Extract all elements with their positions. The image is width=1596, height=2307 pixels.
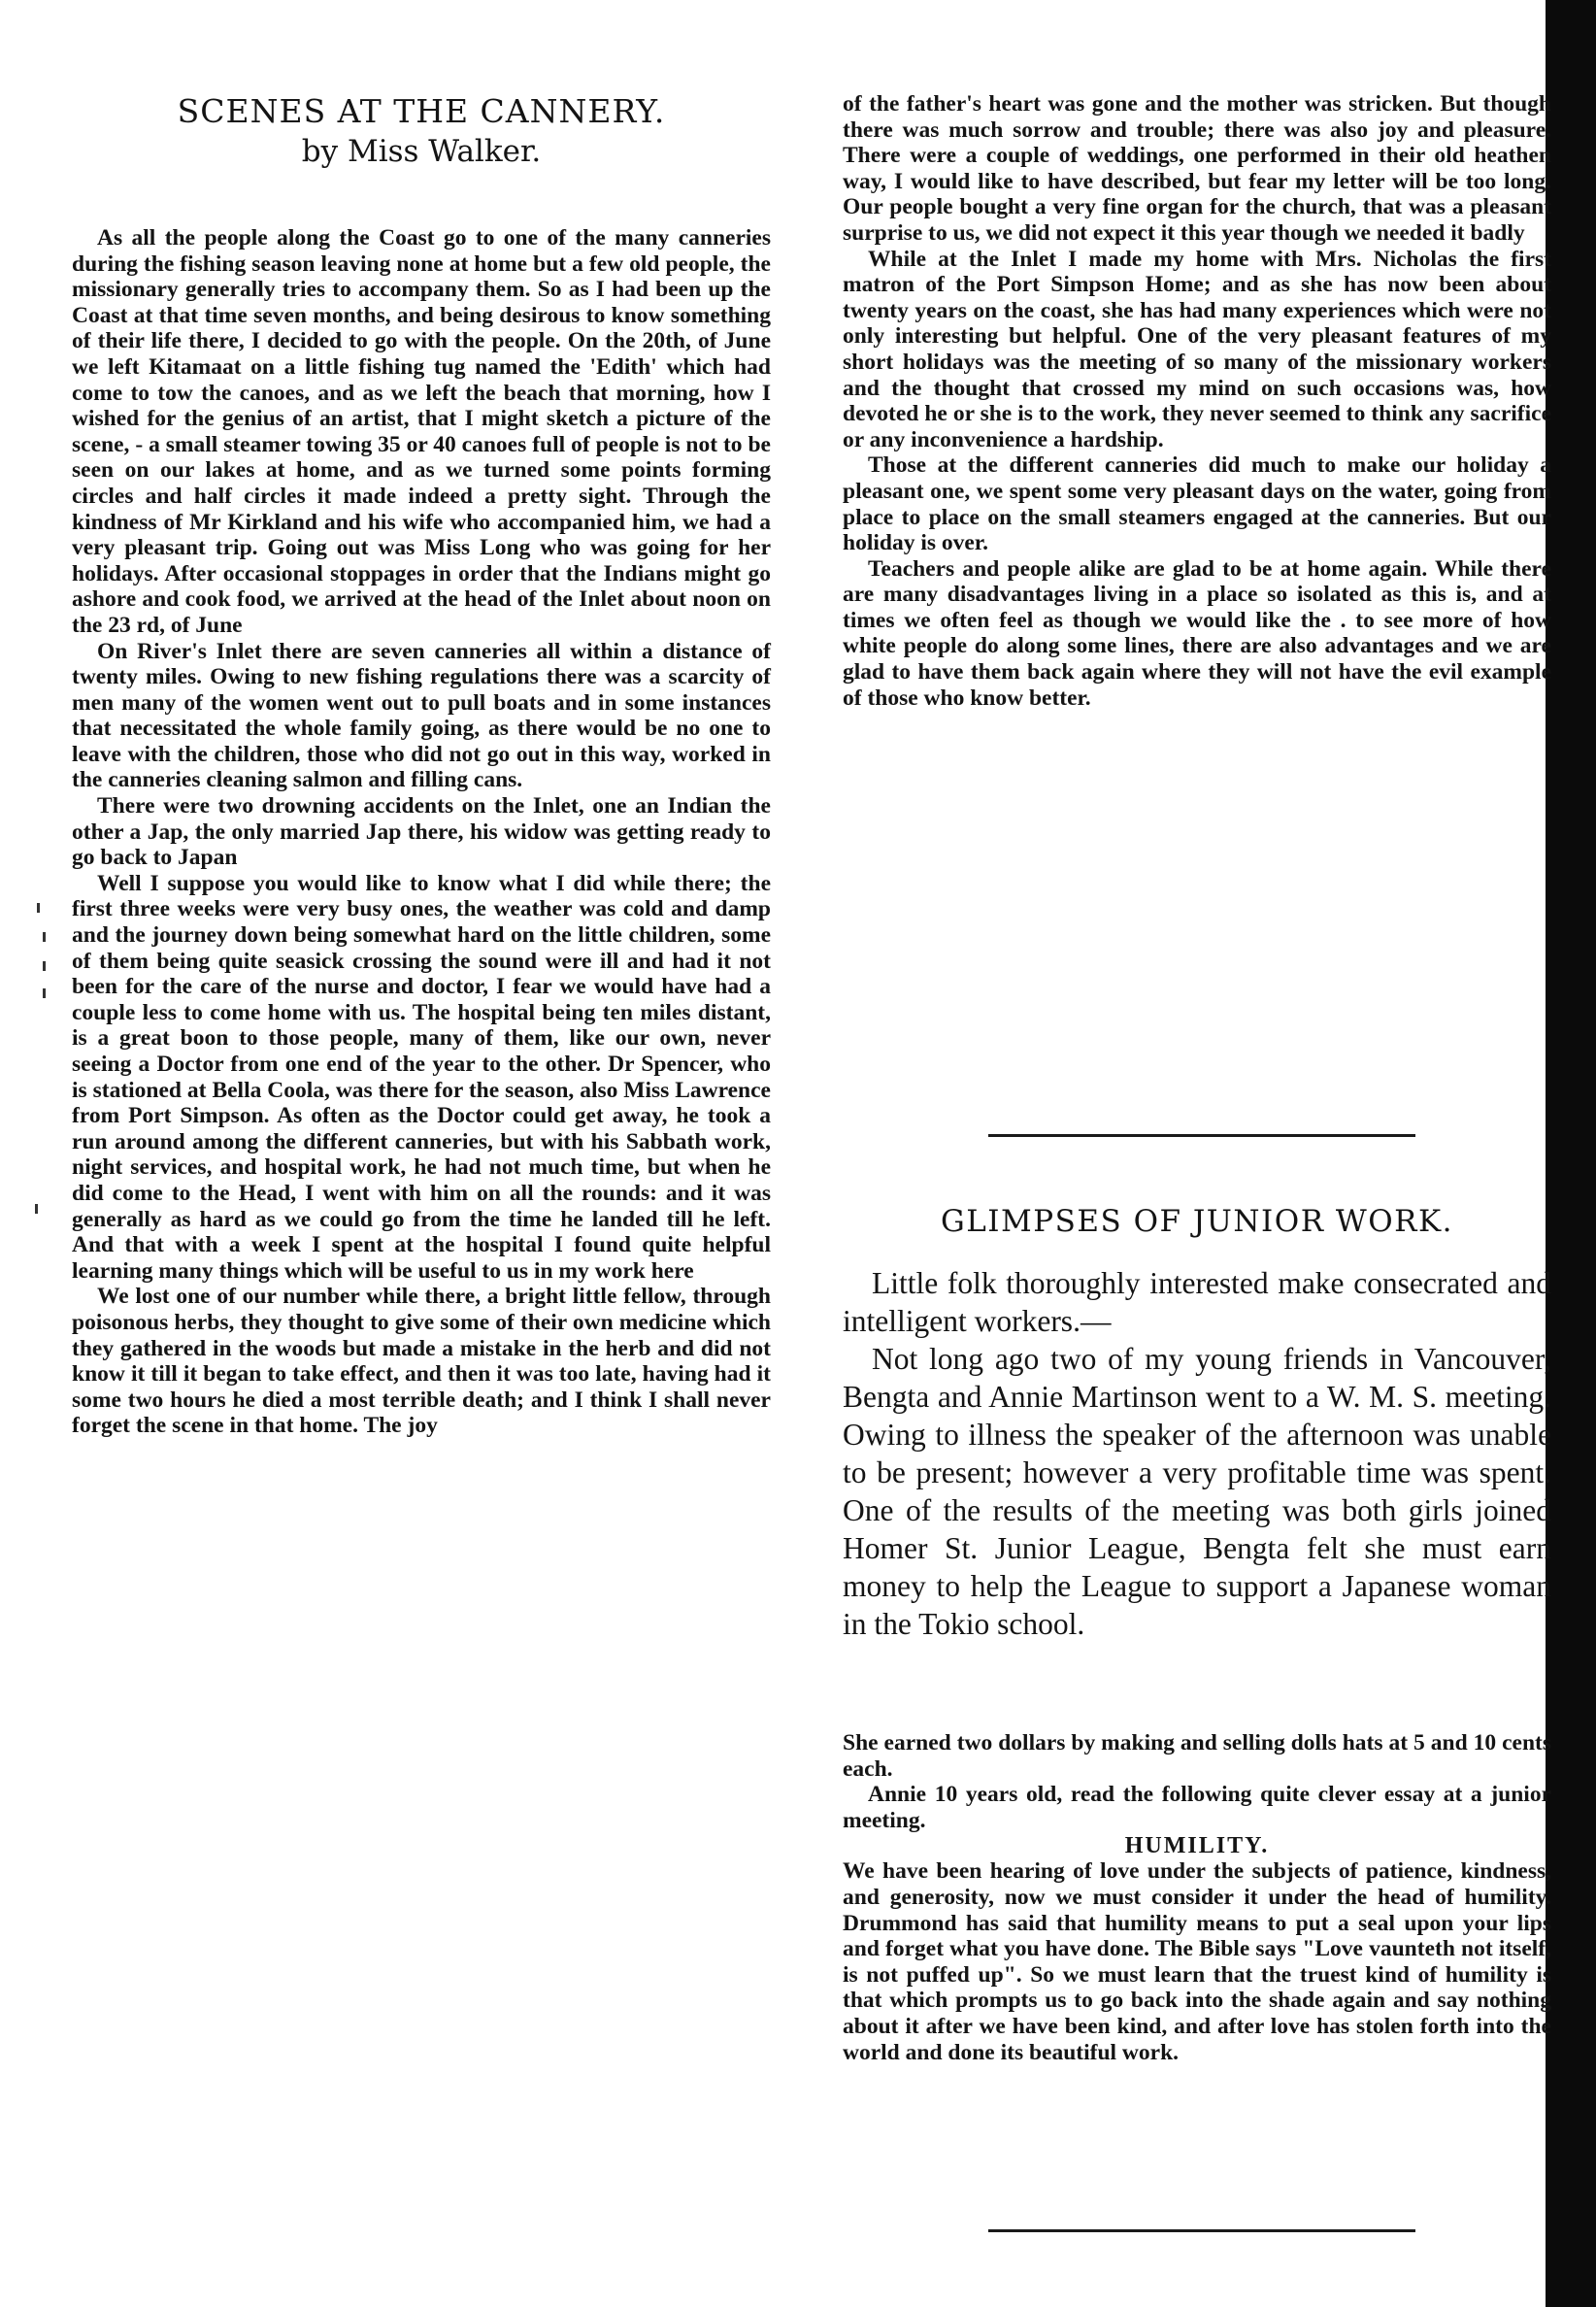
article-byline: by Miss Walker. bbox=[301, 134, 542, 169]
paragraph: While at the Inlet I made my home with Mrs. Nicholas the first matron of the Port Simpson Home; and as she has now been about twenty years on the coast, she has had many experiences which were not only interesting but helpful. One of the very pleasant features of my short holidays was the meeting of so many of the missionary workers and the thought that crossed my mind on such occasions was, how devoted he or she is to the work, they never seemed to think any sacrifice or any inconvenience a hardship. bbox=[843, 246, 1551, 452]
paragraph: Annie 10 years old, read the following quite clever essay at a junior meeting. bbox=[843, 1782, 1551, 1833]
margin-marks bbox=[35, 903, 54, 1223]
paragraph: She earned two dollars by making and selling dolls hats at 5 and 10 cents each. bbox=[843, 1730, 1551, 1782]
paragraph: On River's Inlet there are seven canneries all within a distance of twenty miles. Owing to new fishing regulations there was a scarcity of men many of the women went out to pull boats and in some instances that necessitated the whole family going, as there would be no one to leave with the children, those who did not go out in this way, worked in the canneries cleaning salmon and filling cans. bbox=[72, 638, 771, 793]
paragraph: Well I suppose you would like to know what I did while there; the first three weeks were very busy ones, the weather was cold and damp and the journey down being somewhat hard on the little children, some of them being quite seasick crossing the sound were ill and had it not been for the care of the nurse and doctor, I fear we would have had a couple less to come home with us. The hospital being ten miles distant, is a great boon to those people, many of them, like our own, never seeing a Doctor from one end of the year to the other. Dr Spencer, who is stationed at Bella Coola, was there for the season, also Miss Lawrence from Port Simpson. As often as the Doctor could get away, he took a run around among the different canneries, but with his Sabbath work, night services, and hospital work, he had not much time, but when he did come to the Head, I went with him on all the rounds: and it was generally as hard as we could go from the time he landed till he left. And that with a week I spent at the hospital I found quite helpful learning many things which will be useful to us in my work here bbox=[72, 870, 771, 1284]
article-body-cannery bbox=[72, 225, 771, 1439]
paragraph: Those at the different canneries did much to make our holiday a pleasant one, we spent some very pleasant days on the water, going from place to place on the small steamers engaged at the canneries. But our holiday is over. bbox=[843, 452, 1551, 556]
paragraph: There were two drowning accidents on the Inlet, one an Indian the other a Jap, the only married Jap there, his widow was getting ready to go back to Japan bbox=[72, 793, 771, 871]
paragraph: We lost one of our number while there, a bright little fellow, through poisonous herbs, they thought to give some of their own medicine which they gathered in the woods but made a mistake in the herb and did not know it till it began to take effect, and then it was too late, having had it some two hours he died a most terrible death; and I think I shall never forget the scene in that home. The joy bbox=[72, 1284, 771, 1439]
junior-body-text bbox=[843, 1730, 1551, 2065]
paragraph: of the father's heart was gone and the mother was stricken. But though there was much sorrow and trouble; there was also joy and pleasure. There were a couple of weddings, one performed in their old heathen way, I would like to have described, but fear my letter will be too long. Our people bought a very fine organ for the church, that was a pleasant surprise to us, we did not expect it this year though we needed it badly bbox=[843, 91, 1551, 246]
section-divider bbox=[988, 2229, 1415, 2232]
article-title-junior: GLIMPSES OF JUNIOR WORK. bbox=[940, 1204, 1454, 1239]
article-title-cannery: SCENES AT THE CANNERY. bbox=[177, 92, 666, 130]
junior-lead-text bbox=[843, 1264, 1551, 1643]
essay-title: HUMILITY. bbox=[1124, 1833, 1270, 1859]
article-body-cannery-continued bbox=[843, 91, 1551, 711]
paragraph: Teachers and people alike are glad to be at home again. While there are many disadvantages living in a place so isolated as this is, and at times we often feel as though we would like the . to see more of how white people do along some lines, there are also advantages and we are glad to have them back again where they will not have the evil example of those who know better. bbox=[843, 555, 1551, 711]
paragraph: As all the people along the Coast go to one of the many canneries during the fishing season leaving none at home but a few old people, the missionary generally tries to accompany them. So as I had been up the Coast at that time seven months, and being desirous to know something of their life there, I decided to go with the people. On the 20th, of June we left Kitamaat on a little fishing tug named the 'Edith' which had come to tow the canoes, and as we left the beach that morning, how I wished for the genius of an artist, that I might sketch a picture of the scene, - a small steamer towing 35 or 40 canoes full of people is not to be seen on our lakes at home, and as we turned some points forming circles and half circles it made indeed a pretty sight. Through the kindness of Mr Kirkland and his wife who accompanied him, we had a very pleasant trip. Going out was Miss Long who was going for her holidays. After occasional stoppages in order that the Indians might go ashore and cook food, we arrived at the head of the Inlet about noon on the 23 rd, of June bbox=[72, 225, 771, 638]
section-divider bbox=[988, 1134, 1415, 1137]
page-edge-shadow bbox=[1546, 0, 1596, 2307]
essay-text: We have been hearing of love under the subjects of patience, kindness, and generosity, now we must consider it under the head of humility. Drummond has said that humility means to put a seal upon your lips and forget what you have done. The Bible says "Love vaunteth not itself, is not puffed up". So we must learn that the truest kind of humility is that which prompts us to go back into the shade again and say nothing about it after we have been kind, and after love has stolen forth into the world and done its beautiful work. bbox=[843, 1858, 1551, 2065]
paragraph: Little folk thoroughly interested make consecrated and intelligent workers.— bbox=[843, 1266, 1551, 1338]
paragraph: Not long ago two of my young friends in Vancouver, Bengta and Annie Martinson went to a W. M. S. meeting. Owing to illness the speaker of the afternoon was unable to be present; however a very profitable time was spent. One of the results of the meeting was both girls joined Homer St. Junior League, Bengta felt she must earn money to help the League to support a Japanese woman in the Tokio school. bbox=[843, 1342, 1551, 1641]
